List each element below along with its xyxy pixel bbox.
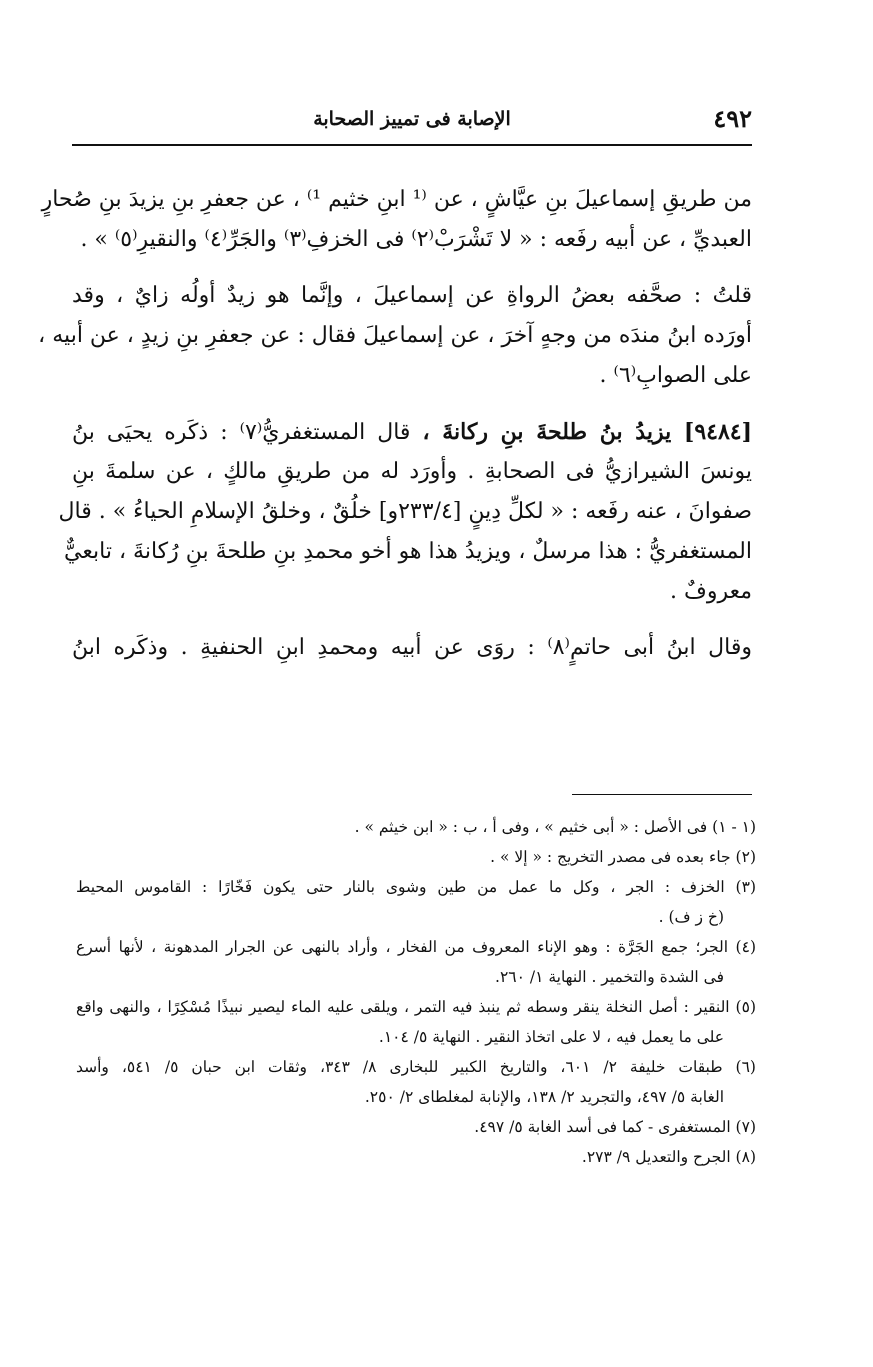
footnote: (٢) جاء بعده فى مصدر التخريج : « إلا » . (490, 848, 756, 866)
text-line: يونسَ الشيرازيُّ فى الصحابةِ . وأورَد له من طريقِ مالكٍ ، عن سلمةَ بنِ (72, 459, 752, 484)
footnote-continuation: (خ ز ف) . (658, 908, 724, 926)
footnote: (١ - ١) فى الأصل : « أبى خثيم » ، وفى أ ، ب : « ابن خيثم » . (354, 818, 756, 836)
text-line: وقال ابنُ أبى حاتمٍ⁽٨⁾ : روَى عن أبيه ومحمدِ ابنِ الحنفيةِ . وذكَره ابنُ (72, 635, 752, 660)
text-line: العبديِّ ، عن أبيه رفَعه : « لا تَشْرَبْ⁽٢⁾ فى الخزفِ⁽٣⁾ والجَرِّ⁽٤⁾ والنقيرِ⁽٥⁾ » . (80, 227, 752, 252)
footnote-continuation: فى الشدة والتخمير . النهاية ١/ ٢٦٠. (495, 968, 724, 986)
footnote-continuation: الغابة ٥/ ٤٩٧، والتجريد ٢/ ١٣٨، والإنابة لمغلطاى ٢/ ٢٥٠. (364, 1088, 724, 1106)
footnotes (76, 812, 756, 1172)
text-line: من طريقِ إسماعيلَ بنِ عيَّاشٍ ، عن ⁽¹ ابنِ خثيم ¹⁾ ، عن جعفرِ بنِ يزيدَ بنِ صُحارٍ (41, 187, 752, 212)
entry-first-line (72, 412, 752, 452)
main-text (38, 180, 752, 668)
text-line: قلتُ : صحَّفه بعضُ الرواةِ عن إسماعيلَ ، وإنَّما هو زيدٌ أولُه زايٌ ، وقد (72, 283, 752, 308)
text-line: معروفٌ . (670, 579, 752, 604)
text-line: أورَده ابنُ مندَه من وجهٍ آخرَ ، عن إسماعيلَ فقال : عن جعفرِ بنِ زيدٍ ، عن أبيه ، (38, 323, 752, 348)
footnote: (٨) الجرح والتعديل ٩/ ٢٧٣. (581, 1148, 756, 1166)
running-title: الإصابة فى تمييز الصحابة (313, 108, 511, 130)
footnote-divider (572, 794, 752, 795)
entry-heading: [٩٤٨٤] يزيدُ بنُ طلحةَ بنِ ركانةَ ، (422, 419, 752, 445)
footnote: (٥) النقير : أصل النخلة ينقر وسطه ثم ينبذ فيه التمر ، ويلقى عليه الماء ليصير نبيذًا مُسْكِرًا ، والنهى واقع (76, 998, 756, 1016)
footnote: (٦) طبقات خليفة ٢/ ٦٠١، والتاريخ الكبير للبخارى ٨/ ٣٤٣، وثقات ابن حبان ٥/ ٥٤١، وأسد (76, 1058, 756, 1076)
page-number: ٤٩٢ (713, 104, 752, 133)
text-line: المستغفريُّ : هذا مرسلٌ ، ويزيدُ هذا هو أخو محمدِ بنِ طلحةَ بنِ رُكانةَ ، تابعيٌّ (64, 539, 752, 564)
footnote: (٣) الخزف : الجر ، وكل ما عمل من طين وشوى بالنار حتى يكون فَخّارًا : القاموس المحيط (76, 878, 756, 896)
page-header (72, 96, 752, 146)
footnote: (٤) الجر؛ جمع الجَرَّة : وهو الإناء المعروف من الفخار ، وأراد بالنهى عن الجرار المدهونة ، لأنها أسرع (76, 938, 756, 956)
text-line: صفوانَ ، عنه رفَعه : « لكلِّ دِينٍ [٢٣٣/٤و] خلُقٌ ، وخلقُ الإسلامِ الحياءُ » . قال (58, 499, 752, 524)
entry-text: قال المستغفريُّ⁽٧⁾ : ذكَره يحيَى بنُ (72, 420, 411, 445)
footnote: (٧) المستغفرى - كما فى أسد الغابة ٥/ ٤٩٧. (474, 1118, 756, 1136)
footnote-continuation: على ما يعمل فيه ، لا على اتخاذ النقير . النهاية ٥/ ١٠٤. (378, 1028, 724, 1046)
text-line: على الصوابِ⁽٦⁾ . (599, 363, 752, 388)
